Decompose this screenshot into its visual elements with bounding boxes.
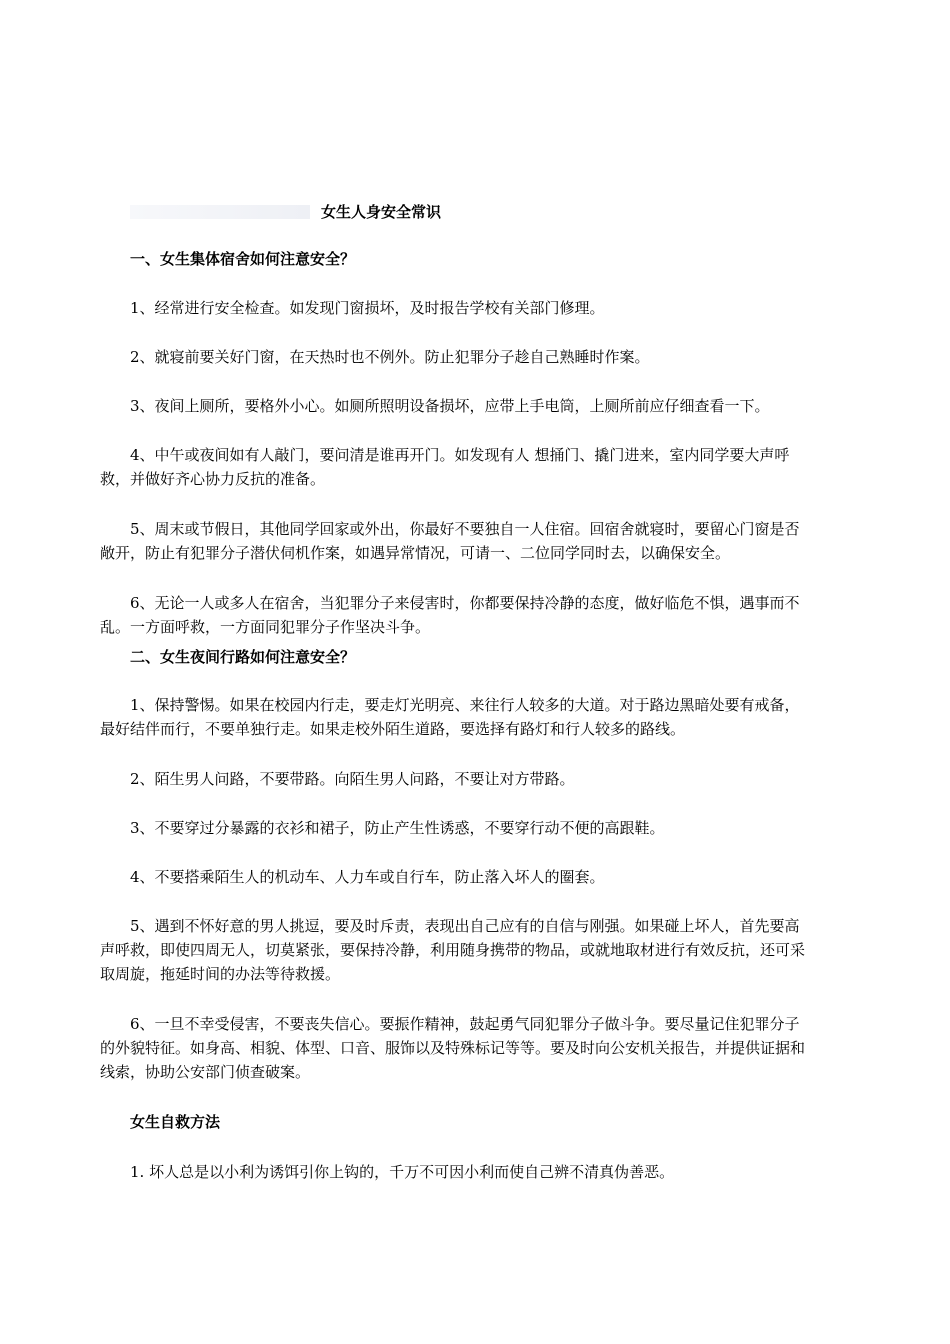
section-2-item-5: 5、遇到不怀好意的男人挑逗，要及时斥责，表现出自己应有的自信与刚强。如果碰上坏人，首先要高声呼救，即使四周无人，切莫紧张，要保持冷静，利用随身携带的物品，或就地取材进行有效反抗，还可采取周旋，拖延时间的办法等待救援。 (100, 917, 806, 983)
section-2-item-3: 3、不要穿过分暴露的衣衫和裙子，防止产生性诱惑，不要穿行动不便的高跟鞋。 (130, 819, 665, 837)
section-1-item-5: 5、周末或节假日，其他同学回家或外出，你最好不要独自一人住宿。回宿舍就寝时，要留心门窗是否敞开，防止有犯罪分子潜伏伺机作案，如遇异常情况，可请一、二位同学同时去，以确保安全。 (100, 520, 800, 562)
section-1-heading: 一、女生集体宿舍如何注意安全？ (130, 250, 356, 268)
section-1-item-1: 1、经常进行安全检查。如发现门窗损坏，及时报告学校有关部门修理。 (130, 299, 605, 317)
section-2-item-2: 2、陌生男人问路，不要带路。向陌生男人问路，不要让对方带路。 (130, 770, 575, 788)
section-3-item-1: 1. 坏人总是以小利为诱饵引你上钩的，千万不可因小利而使自己辨不清真伪善恶。 (130, 1163, 675, 1181)
section-1-item-4: 4、中午或夜间如有人敲门，要问清是谁再开门。如发现有人 想捅门、撬门进来，室内同学要大声呼救，并做好齐心协力反抗的准备。 (100, 446, 790, 488)
section-2-item-4: 4、不要搭乘陌生人的机动车、人力车或自行车，防止落入坏人的圈套。 (130, 868, 605, 886)
section-3-heading: 女生自救方法 (130, 1113, 221, 1131)
document-title: 女生人身安全常识 (321, 203, 442, 221)
section-2-item-1: 1、保持警惕。如果在校园内行走，要走灯光明亮、来往行人较多的大道。对于路边黑暗处要有戒备，最好结伴而行，不要单独行走。如果走校外陌生道路，要选择有路灯和行人较多的路线。 (100, 696, 800, 738)
section-1-item-6: 6、无论一人或多人在宿舍，当犯罪分子来侵害时，你都要保持冷静的态度，做好临危不惧，遇事而不乱。一方面呼救，一方面同犯罪分子作坚决斗争。 (100, 594, 800, 636)
title-highlight (130, 205, 310, 219)
section-2-heading: 二、女生夜间行路如何注意安全？ (130, 648, 356, 666)
section-2-item-6: 6、一旦不幸受侵害，不要丧失信心。要振作精神，鼓起勇气同犯罪分子做斗争。要尽量记住犯罪分子的外貌特征。如身高、相貌、体型、口音、服饰以及特殊标记等等。要及时向公安机关报告，并提供证据和线索，协助公安部门侦查破案。 (100, 1015, 806, 1081)
section-1-item-3: 3、夜间上厕所，要格外小心。如厕所照明设备损坏，应带上手电筒，上厕所前应仔细查看一下。 (130, 397, 770, 415)
section-1-item-2: 2、就寝前要关好门窗，在天热时也不例外。防止犯罪分子趁自己熟睡时作案。 (130, 348, 650, 366)
